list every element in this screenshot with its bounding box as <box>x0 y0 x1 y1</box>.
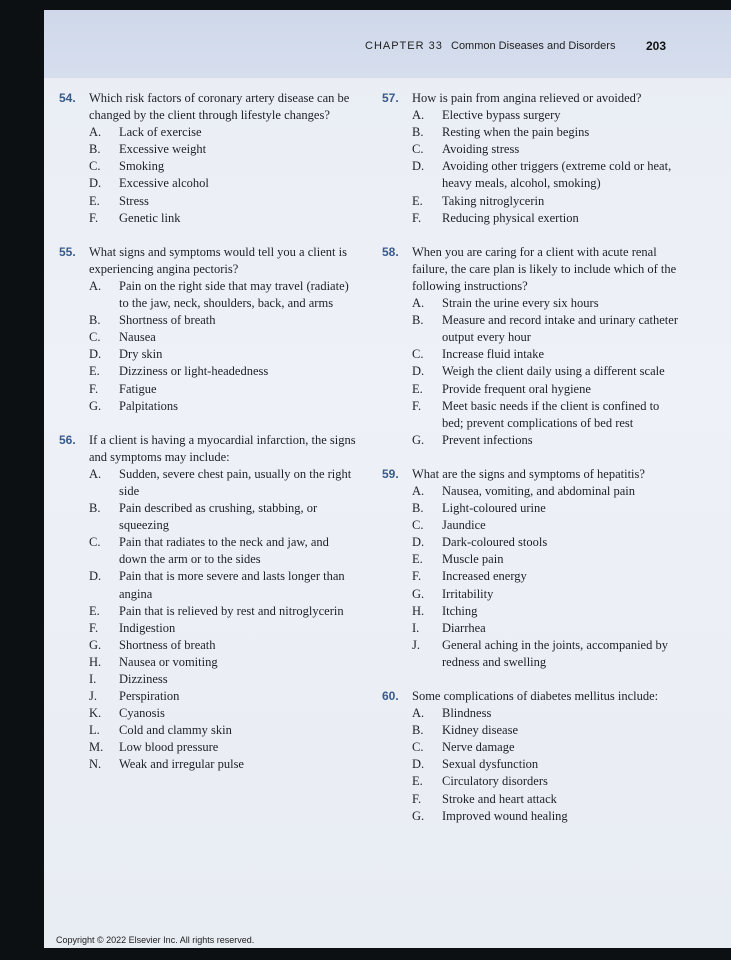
answer-option <box>382 722 682 739</box>
question-number: 59. <box>382 466 399 481</box>
question-block <box>59 432 359 774</box>
option-letter: A. <box>412 483 425 498</box>
option-text: Sexual dysfunction <box>442 757 539 772</box>
option-letter: M. <box>89 740 104 755</box>
option-text: Measure and record intake and urinary catheter output every hour <box>442 313 678 345</box>
answer-option <box>382 517 682 534</box>
option-letter: B. <box>412 125 424 140</box>
option-letter: B. <box>89 501 101 516</box>
answer-option <box>382 620 682 637</box>
option-text: Perspiration <box>119 689 180 704</box>
answer-option <box>382 603 682 620</box>
question-number: 58. <box>382 244 399 259</box>
question-spacer <box>382 671 682 688</box>
answer-option <box>382 637 682 671</box>
answer-option <box>59 141 359 158</box>
answer-option <box>382 568 682 585</box>
option-text: Increase fluid intake <box>442 347 545 362</box>
question-block <box>382 466 682 671</box>
option-text: Low blood pressure <box>119 740 219 755</box>
option-letter: C. <box>89 330 101 345</box>
answer-option <box>59 620 359 637</box>
question-text: What signs and symptoms would tell you a client is experiencing angina pectoris? <box>89 244 347 276</box>
question-number: 56. <box>59 432 76 447</box>
question-text: Which risk factors of coronary artery disease can be changed by the client through lifestyle changes? <box>89 91 350 123</box>
answer-option <box>59 124 359 141</box>
option-letter: C. <box>89 159 101 174</box>
answer-option <box>382 534 682 551</box>
option-text: Pain that is more severe and lasts longer than angina <box>119 569 345 601</box>
option-text: Nausea or vomiting <box>119 654 218 669</box>
option-letter: N. <box>89 757 102 772</box>
question-number: 54. <box>59 91 76 105</box>
option-text: Nerve damage <box>442 740 515 755</box>
option-text: Increased energy <box>442 569 527 584</box>
answer-option <box>382 551 682 568</box>
option-text: Pain on the right side that may travel (radiate) to the jaw, neck, shoulders, back, and arms <box>119 278 349 311</box>
option-text: Excessive alcohol <box>119 176 209 191</box>
option-letter: J. <box>412 637 420 652</box>
option-letter: D. <box>89 569 102 584</box>
option-text: Taking nitroglycerin <box>442 193 545 208</box>
option-letter: L. <box>89 723 100 738</box>
answer-option <box>59 363 359 380</box>
answer-option <box>59 381 359 398</box>
answer-option <box>59 158 359 175</box>
option-text: Smoking <box>119 159 165 174</box>
option-text: Nausea, vomiting, and abdominal pain <box>442 483 636 498</box>
option-letter: I. <box>412 620 420 635</box>
question-text: What are the signs and symptoms of hepatitis? <box>412 466 645 481</box>
option-letter: A. <box>89 278 102 293</box>
question-spacer <box>59 415 359 432</box>
option-letter: E. <box>412 552 423 567</box>
option-text: Weak and irregular pulse <box>119 757 244 772</box>
option-text: Indigestion <box>119 620 176 635</box>
option-text: Resting when the pain begins <box>442 125 590 140</box>
answer-option <box>382 363 682 380</box>
answer-option <box>59 278 359 312</box>
option-letter: C. <box>412 518 424 533</box>
question-block <box>59 244 359 415</box>
option-text: Prevent infections <box>442 432 533 447</box>
question-number: 55. <box>59 244 76 259</box>
option-letter: H. <box>412 603 425 618</box>
option-text: Shortness of breath <box>119 637 216 652</box>
question-spacer <box>382 449 682 466</box>
answer-option <box>59 210 359 227</box>
question-row <box>382 466 682 483</box>
question-text: How is pain from angina relieved or avoided? <box>412 91 642 105</box>
answer-option <box>59 739 359 756</box>
option-text: Muscle pain <box>442 552 504 567</box>
answer-option <box>382 483 682 500</box>
option-letter: B. <box>412 313 424 328</box>
option-text: Weigh the client daily using a different scale <box>442 364 665 379</box>
option-text: Diarrhea <box>442 620 486 635</box>
option-letter: E. <box>89 364 100 379</box>
option-letter: G. <box>412 586 425 601</box>
option-text: Light-coloured urine <box>442 501 546 516</box>
option-text: Itching <box>442 603 478 618</box>
answer-option <box>59 654 359 671</box>
option-letter: C. <box>412 142 424 157</box>
option-letter: C. <box>89 535 101 550</box>
option-text: Blindness <box>442 706 492 721</box>
answer-option <box>382 756 682 773</box>
option-letter: B. <box>412 723 424 738</box>
option-letter: B. <box>89 142 101 157</box>
option-letter: C. <box>412 347 424 362</box>
answer-option <box>59 705 359 722</box>
option-letter: F. <box>412 210 422 225</box>
textbook-page <box>44 10 731 948</box>
option-letter: K. <box>89 706 102 721</box>
option-text: Dizziness or light-headedness <box>119 364 269 379</box>
page-header <box>44 10 731 78</box>
option-text: Lack of exercise <box>119 125 202 140</box>
option-letter: G. <box>412 432 425 447</box>
option-letter: F. <box>412 791 422 806</box>
option-letter: E. <box>412 774 423 789</box>
answer-option <box>59 568 359 602</box>
option-text: Elective bypass surgery <box>442 108 561 123</box>
option-text: Cold and clammy skin <box>119 723 232 738</box>
question-row <box>382 688 682 705</box>
option-text: Reducing physical exertion <box>442 210 579 225</box>
question-text: Some complications of diabetes mellitus include: <box>412 689 659 703</box>
option-letter: G. <box>412 808 425 823</box>
question-row <box>59 432 359 466</box>
option-letter: F. <box>89 620 99 635</box>
answer-option <box>382 739 682 756</box>
answer-option <box>59 312 359 329</box>
answer-option <box>382 705 682 722</box>
option-letter: B. <box>412 501 424 516</box>
answer-option <box>59 756 359 773</box>
option-text: Kidney disease <box>442 723 519 738</box>
answer-option <box>382 210 682 227</box>
answer-option <box>59 398 359 415</box>
option-text: Irritability <box>442 586 494 601</box>
option-text: Cyanosis <box>119 706 165 721</box>
chapter-title: Common Diseases and Disorders <box>451 40 616 52</box>
answer-option <box>59 500 359 534</box>
chapter-label: CHAPTER 33 <box>365 40 443 52</box>
option-letter: D. <box>412 159 425 174</box>
option-text: Dry skin <box>119 347 163 362</box>
option-letter: J. <box>89 689 97 704</box>
left-column <box>59 90 359 774</box>
answer-option <box>382 808 682 825</box>
answer-option <box>382 791 682 808</box>
answer-option <box>382 381 682 398</box>
answer-option <box>59 466 359 500</box>
answer-option <box>59 603 359 620</box>
option-text: Sudden, severe chest pain, usually on the right side <box>119 466 352 498</box>
option-text: Dark-coloured stools <box>442 535 548 550</box>
option-letter: A. <box>89 125 102 140</box>
option-text: General aching in the joints, accompanied by redness and swelling <box>442 637 668 669</box>
question-text: When you are caring for a client with acute renal failure, the care plan is likely to include which of the following instructions? <box>412 244 677 293</box>
question-spacer <box>382 227 682 244</box>
question-row <box>59 244 359 278</box>
answer-option <box>59 637 359 654</box>
option-text: Avoiding stress <box>442 142 520 157</box>
question-number: 57. <box>382 91 399 105</box>
option-text: Improved wound healing <box>442 808 568 823</box>
option-text: Shortness of breath <box>119 313 216 328</box>
answer-option <box>59 329 359 346</box>
question-spacer <box>59 227 359 244</box>
option-letter: D. <box>412 757 425 772</box>
answer-option <box>382 586 682 603</box>
option-text: Strain the urine every six hours <box>442 296 599 311</box>
option-text: Stroke and heart attack <box>442 791 557 806</box>
option-letter: D. <box>412 535 425 550</box>
option-letter: E. <box>89 603 100 618</box>
answer-option <box>382 500 682 517</box>
answer-option <box>382 107 682 124</box>
option-letter: A. <box>412 296 425 311</box>
option-letter: A. <box>412 706 425 721</box>
question-row <box>382 90 682 107</box>
option-text: Nausea <box>119 330 156 345</box>
option-letter: F. <box>89 210 99 225</box>
option-letter: E. <box>412 193 423 208</box>
option-letter: H. <box>89 654 102 669</box>
option-text: Fatigue <box>119 381 157 396</box>
right-column <box>382 90 682 825</box>
answer-option <box>382 141 682 158</box>
option-text: Provide frequent oral hygiene <box>442 381 591 396</box>
option-text: Palpitations <box>119 398 179 413</box>
answer-option <box>59 534 359 568</box>
answer-option <box>382 295 682 312</box>
option-letter: D. <box>89 176 102 191</box>
answer-option <box>382 124 682 141</box>
option-letter: E. <box>412 381 423 396</box>
option-text: Dizziness <box>119 672 168 686</box>
option-letter: B. <box>89 313 101 328</box>
answer-option <box>59 346 359 363</box>
option-text: Pain that is relieved by rest and nitroglycerin <box>119 603 344 618</box>
option-text: Pain described as crushing, stabbing, or squeezing <box>119 501 318 533</box>
answer-option <box>382 398 682 432</box>
answer-option <box>59 671 359 688</box>
option-letter: E. <box>89 193 100 208</box>
option-text: Genetic link <box>119 210 181 225</box>
answer-option <box>382 346 682 363</box>
option-letter: F. <box>89 381 99 396</box>
option-letter: F. <box>412 569 422 584</box>
option-text: Excessive weight <box>119 142 207 157</box>
answer-option <box>382 432 682 449</box>
option-letter: A. <box>89 466 102 481</box>
option-letter: A. <box>412 108 425 123</box>
option-letter: G. <box>89 398 102 413</box>
question-block <box>382 688 682 825</box>
option-letter: F. <box>412 398 422 413</box>
option-text: Circulatory disorders <box>442 774 548 789</box>
option-text: Stress <box>119 193 149 208</box>
option-text: Jaundice <box>442 518 486 533</box>
question-row <box>59 90 359 124</box>
question-block <box>382 90 682 227</box>
answer-option <box>59 688 359 705</box>
question-block <box>59 90 359 227</box>
answer-option <box>59 175 359 192</box>
option-text: Avoiding other triggers (extreme cold or heat, heavy meals, alcohol, smoking) <box>442 159 672 191</box>
option-text: Pain that radiates to the neck and jaw, and down the arm or to the sides <box>119 535 329 567</box>
option-letter: I. <box>89 672 97 686</box>
option-letter: D. <box>89 347 102 362</box>
question-number: 60. <box>382 689 399 703</box>
copyright-footer: Copyright © 2022 Elsevier Inc. All rights reserved. <box>56 935 255 945</box>
answer-option <box>382 312 682 346</box>
answer-option <box>59 722 359 739</box>
answer-option <box>382 158 682 192</box>
page-number: 203 <box>646 39 667 53</box>
option-text: Meet basic needs if the client is confined to bed; prevent complications of bed rest <box>442 398 660 430</box>
option-letter: D. <box>412 364 425 379</box>
option-letter: G. <box>89 637 102 652</box>
question-text: If a client is having a myocardial infarction, the signs and symptoms may include: <box>89 432 356 464</box>
answer-option <box>382 193 682 210</box>
answer-option <box>382 773 682 790</box>
answer-option <box>59 193 359 210</box>
question-row <box>382 244 682 295</box>
question-block <box>382 244 682 449</box>
option-letter: C. <box>412 740 424 755</box>
